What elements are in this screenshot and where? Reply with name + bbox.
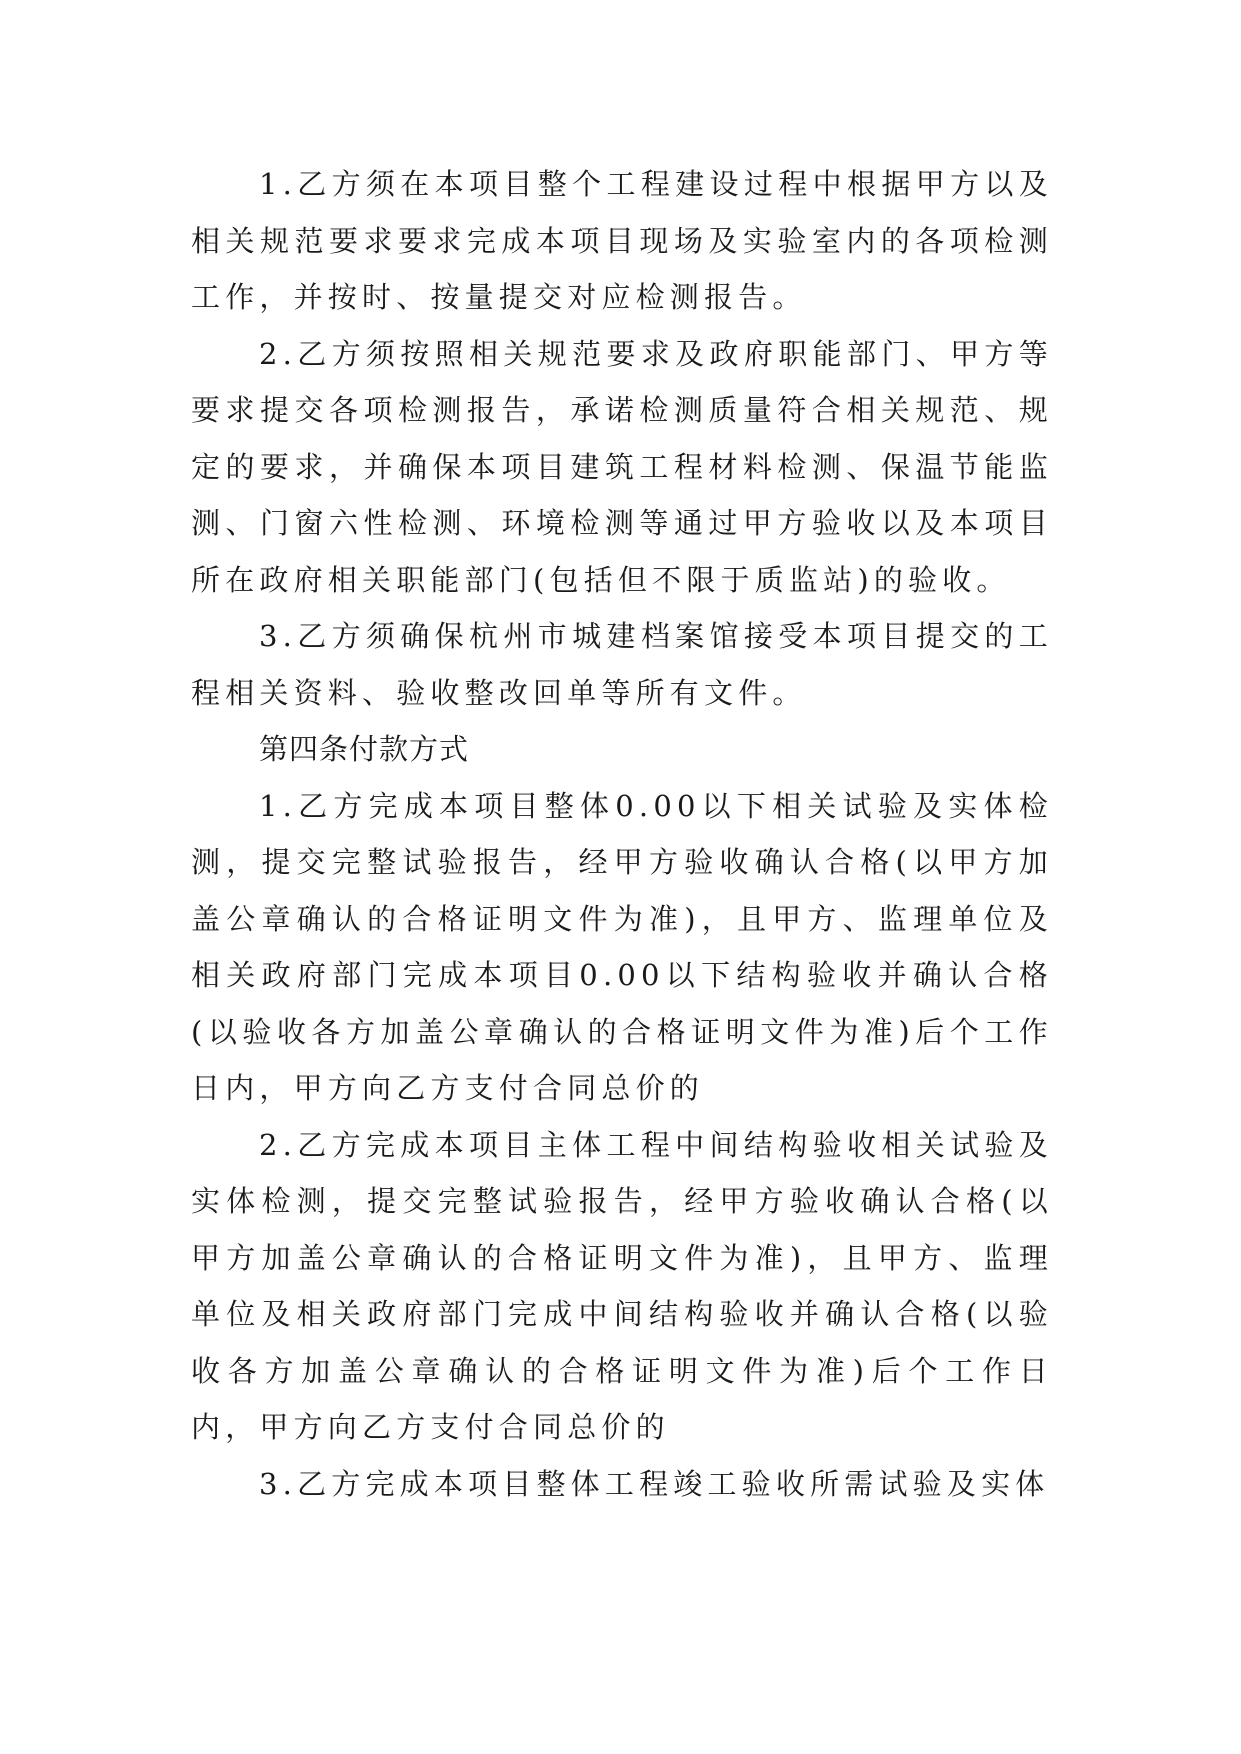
section-heading-payment: 第四条付款方式 (259, 732, 470, 766)
paragraph-payment-2: 2.乙方完成本项目主体工程中间结构验收相关试验及实体检测，提交完整试验报告，经甲方验收确认合格(以甲方加盖公章确认的合格证明文件为准)，且甲方、监理单位及相关政府部门完成中间结构验收并确认合格(以验收各方加盖公章确认的合格证明文件为准)后个工作日内，甲方向乙方支付合同总价的 (191, 1127, 1053, 1444)
paragraph-clause-2: 2.乙方须按照相关规范要求及政府职能部门、甲方等要求提交各项检测报告，承诺检测质量符合相关规范、规定的要求，并确保本项目建筑工程材料检测、保温节能监测、门窗六性检测、环境检测等通过甲方验收以及本项目所在政府相关职能部门(包括但不限于质监站)的验收。 (191, 336, 1053, 597)
paragraph-payment-3: 3.乙方完成本项目整体工程竣工验收所需试验及实体 (259, 1466, 1050, 1501)
paragraph-payment-1: 1.乙方完成本项目整体0.00以下相关试验及实体检测，提交完整试验报告，经甲方验收确认合格(以甲方加盖公章确认的合格证明文件为准)，且甲方、监理单位及相关政府部门完成本项目0.00以下结构验收并确认合格(以验收各方加盖公章确认的合格证明文件为准)后个工作日内，甲方向乙方支付合同总价的 (191, 788, 1053, 1105)
paragraph-clause-3: 3.乙方须确保杭州市城建档案馆接受本项目提交的工程相关资料、验收整改回单等所有文件。 (191, 619, 1053, 710)
document-body (191, 156, 1053, 1512)
paragraph-clause-1: 1.乙方须在本项目整个工程建设过程中根据甲方以及相关规范要求要求完成本项目现场及实验室内的各项检测工作，并按时、按量提交对应检测报告。 (191, 167, 1053, 314)
